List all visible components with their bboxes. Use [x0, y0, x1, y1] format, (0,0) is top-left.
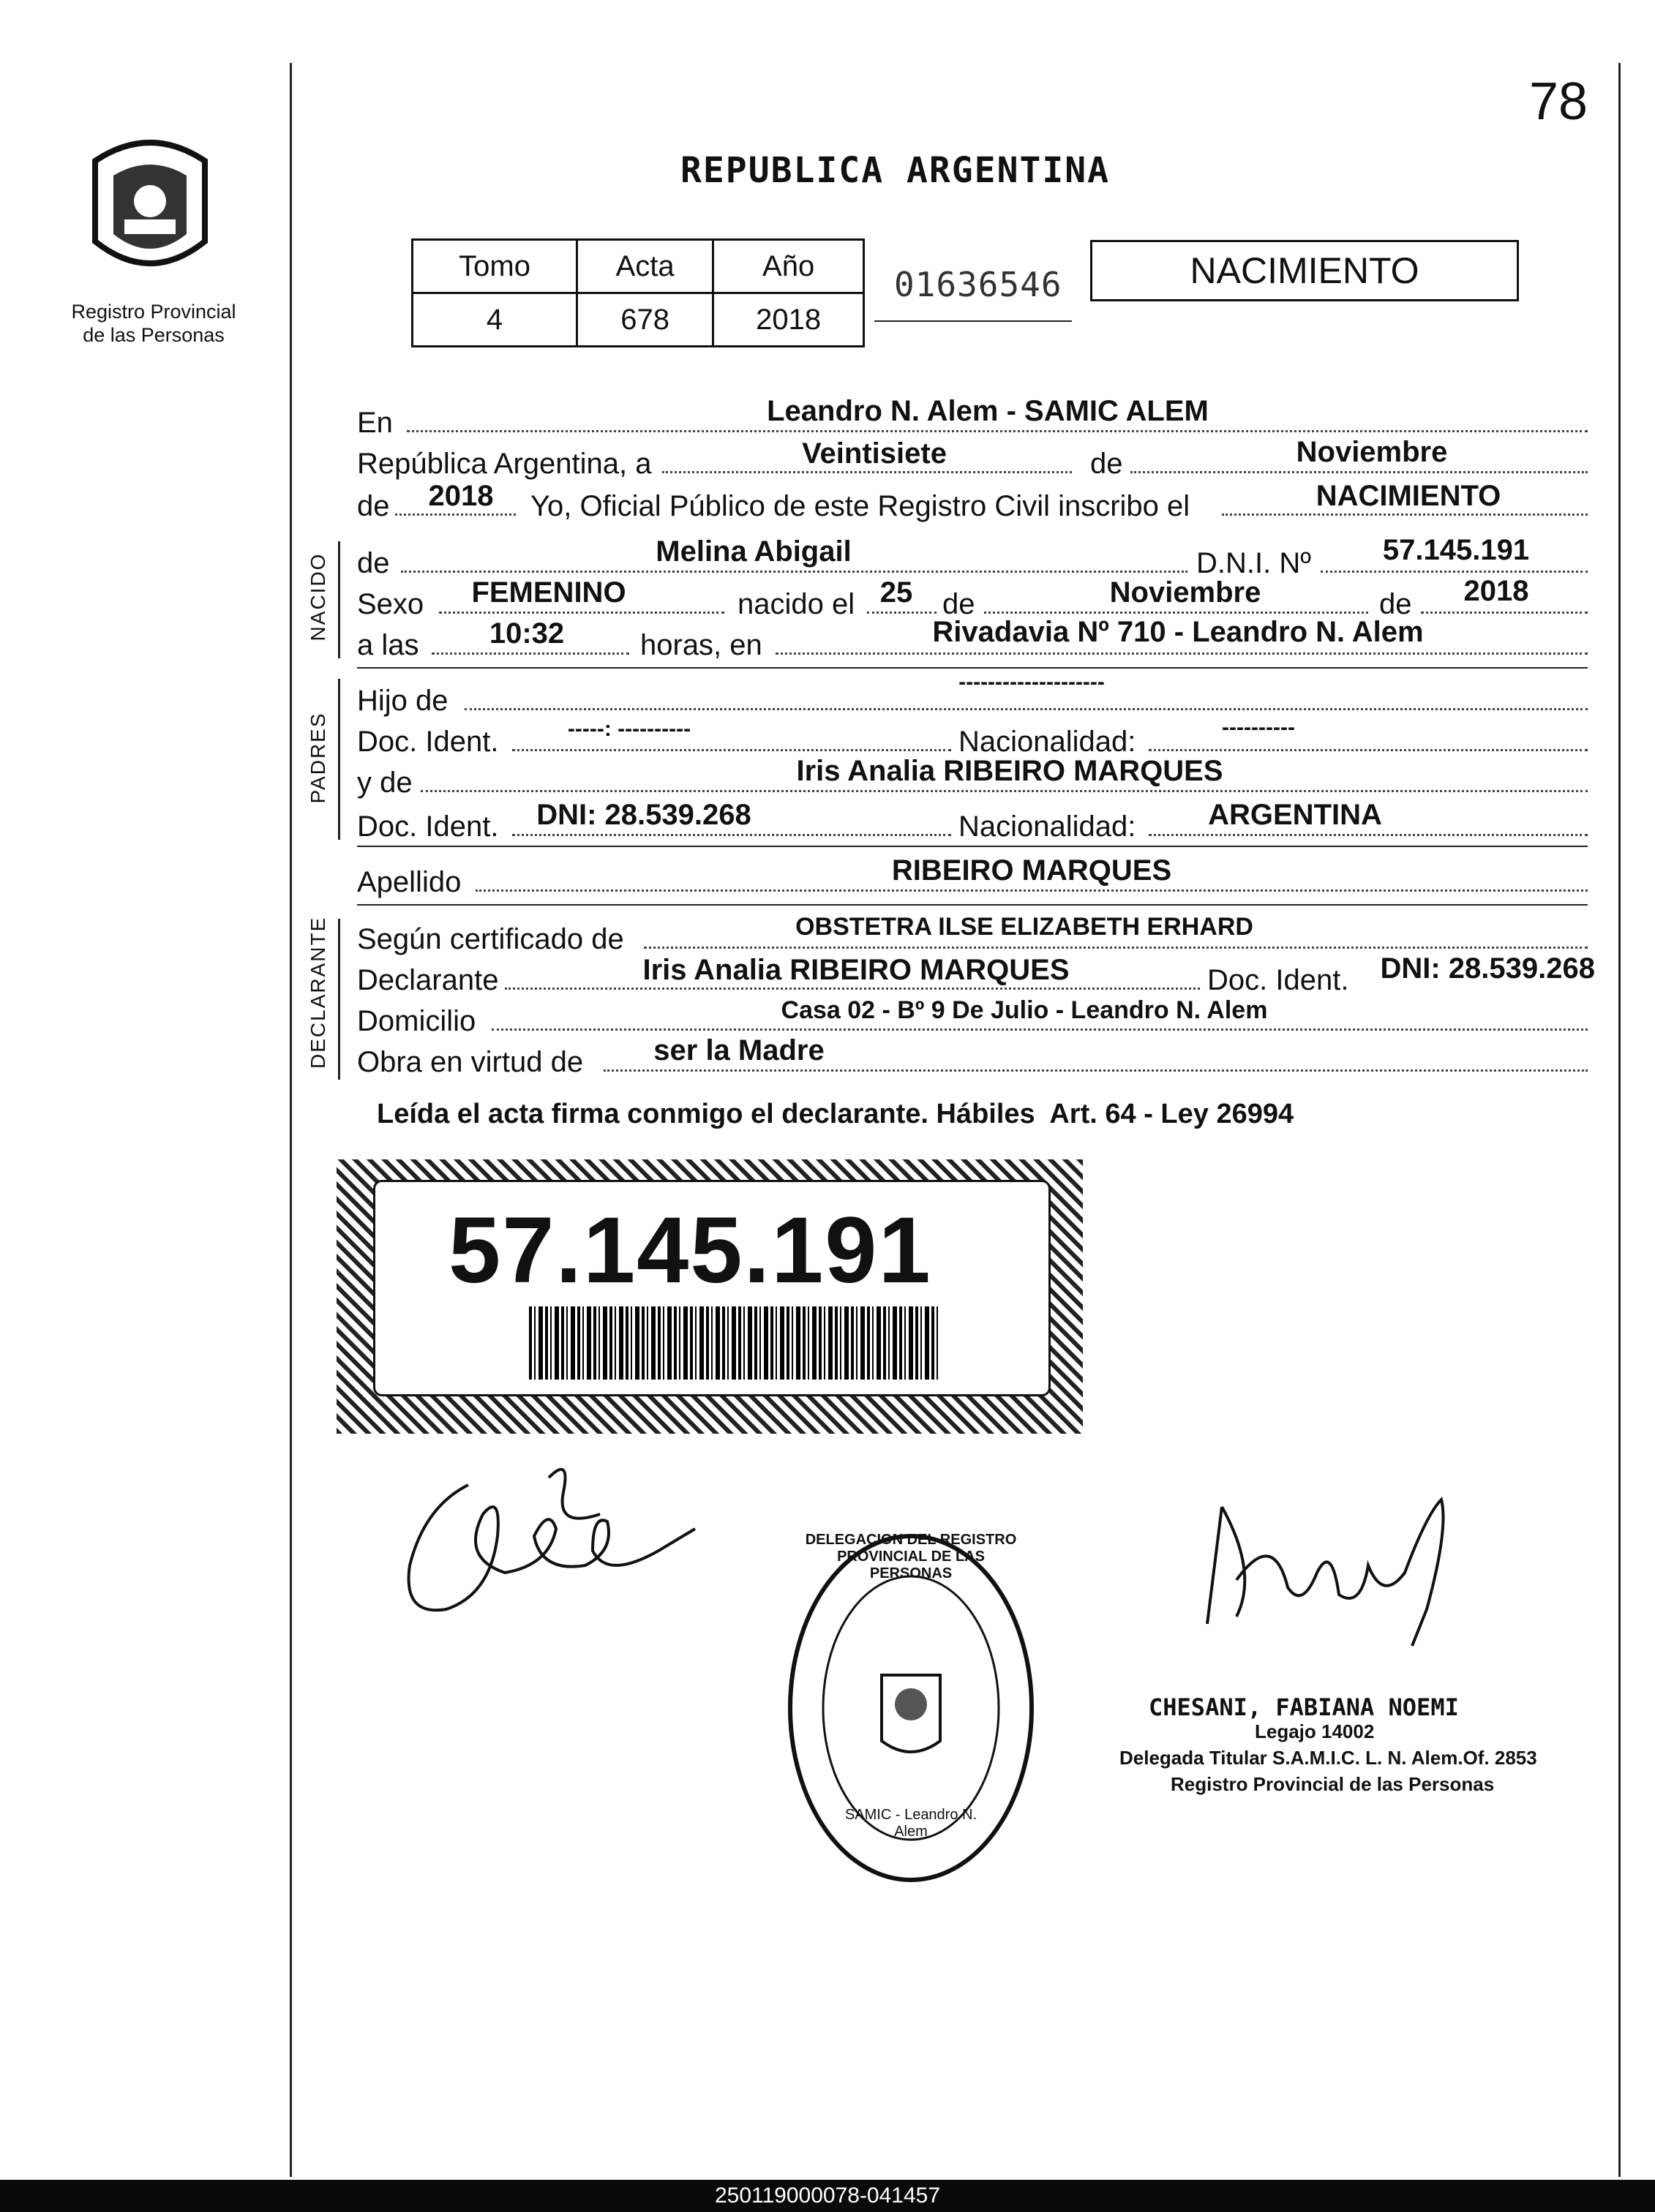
declarant-signature [380, 1448, 702, 1646]
hijo-label: Hijo de [357, 685, 449, 717]
header-acta: Acta [577, 240, 713, 293]
apellido-value: RIBEIRO MARQUES [891, 854, 1172, 887]
father-name: -------------------- [958, 670, 1105, 694]
dotline [1149, 834, 1588, 836]
header-tomo: Tomo [413, 240, 577, 293]
yo-text: Yo, Oficial Público de este Registro Civil inscribo el [530, 490, 1190, 522]
obra-value: ser la Madre [653, 1034, 825, 1066]
dotline [432, 652, 629, 655]
father-doc-label: Doc. Ident. [357, 726, 499, 758]
sexo-value: FEMENINO [471, 576, 626, 609]
barcode [529, 1306, 939, 1380]
declarante-doc-label: Doc. Ident. [1207, 964, 1349, 996]
logo-caption-line2: de las Personas [83, 324, 225, 346]
closing-statement: Leída el acta firma conmigo el declarante. Hábiles Art. 64 - Ley 26994 [377, 1099, 1294, 1129]
value-anio: 2018 [713, 293, 864, 347]
mother-nac-label: Nacionalidad: [958, 810, 1136, 843]
birth-time: 10:32 [489, 617, 565, 650]
yde-label: y de [357, 767, 413, 799]
logo-caption [44, 300, 263, 347]
horas-label: horas, en [640, 629, 762, 661]
official-legajo: Legajo 14002 [1255, 1720, 1375, 1742]
section-label-declarante: DECLARANTE [307, 916, 329, 1069]
dotline [604, 1069, 1588, 1072]
document-type: NACIMIENTO [1190, 250, 1419, 291]
birth-de-label: de [942, 588, 975, 620]
dotline [1421, 612, 1588, 614]
page-title: REPUBLICA ARGENTINA [680, 150, 1111, 191]
dotline [512, 834, 951, 836]
stamp-ring-text: DELEGACION DEL REGISTRO PROVINCIAL DE LAS PERSONAS [805, 1532, 1017, 1581]
birth-year: 2018 [1463, 575, 1529, 607]
dotline [1130, 471, 1588, 473]
birth-day: 25 [879, 576, 913, 609]
official-stamp [783, 1529, 1039, 1887]
dni-barcode-label [337, 1159, 1083, 1434]
domicilio-value: Casa 02 - Bº 9 De Julio - Leandro N. Alem [781, 996, 1268, 1024]
separator [357, 904, 1588, 906]
day-value: Veintisiete [802, 437, 947, 470]
page-number: 78 [1529, 72, 1588, 131]
separator [357, 667, 1588, 669]
mother-name: Iris Analia RIBEIRO MARQUES [796, 755, 1223, 787]
dotline [644, 947, 1588, 949]
right-margin-line [1618, 63, 1621, 2177]
dotline [1321, 571, 1588, 573]
nacido-el-label: nacido el [738, 588, 855, 620]
father-nac: ---------- [1222, 715, 1295, 740]
certificado-label: Según certificado de [357, 923, 624, 955]
dotline [867, 612, 937, 614]
dotline [476, 889, 1588, 892]
mother-doc-label: Doc. Ident. [357, 810, 499, 843]
value-tomo: 4 [413, 293, 577, 347]
section-label-nacido: NACIDO [307, 552, 329, 642]
apellido-label: Apellido [357, 866, 462, 898]
father-nac-label: Nacionalidad: [958, 726, 1136, 758]
dotline [465, 708, 1588, 710]
dotline [395, 514, 516, 516]
dotline [1222, 514, 1588, 516]
child-dni: 57.145.191 [1382, 534, 1530, 566]
separator [357, 846, 1588, 847]
dotline [401, 571, 1187, 573]
dni-large-number: 57.145.191 [449, 1198, 932, 1303]
child-name: Melina Abigail [656, 535, 852, 568]
certificado-value: OBSTETRA ILSE ELIZABETH ERHARD [795, 913, 1253, 941]
nacido-de-label: de [357, 547, 390, 579]
year-value: 2018 [428, 480, 494, 512]
dotline [505, 988, 1200, 990]
dotline [512, 749, 951, 751]
sexo-label: Sexo [357, 588, 424, 620]
dotline [492, 1028, 1588, 1031]
value-acta: 678 [577, 293, 713, 347]
official-role: Delegada Titular S.A.M.I.C. L. N. Alem.Of. 2853 [1119, 1747, 1537, 1769]
month-value: Noviembre [1296, 436, 1448, 468]
republica-label: República Argentina, a [357, 448, 652, 480]
birth-de-label-2: de [1379, 588, 1412, 620]
birth-place: Rivadavia Nº 710 - Leandro N. Alem [932, 616, 1424, 648]
place-value: Leandro N. Alem - SAMIC ALEM [767, 395, 1209, 427]
left-margin-line [290, 63, 292, 2177]
de2-label: de [357, 490, 390, 522]
dotline [984, 612, 1368, 614]
declarante-doc: DNI: 28.539.268 [1380, 952, 1595, 985]
serial-number: 01636546 [894, 265, 1062, 304]
en-label: En [357, 407, 393, 439]
misiones-logo [73, 132, 227, 285]
mother-nac: ARGENTINA [1208, 799, 1382, 831]
official-name: CHESANI, FABIANA NOEMI [1149, 1693, 1459, 1721]
dotline [407, 430, 1588, 432]
obra-label: Obra en virtud de [357, 1046, 584, 1078]
section-label-padres: PADRES [307, 712, 329, 804]
stamp-inner-text: SAMIC - Leandro N. Alem [844, 1807, 977, 1840]
mother-doc: DNI: 28.539.268 [536, 799, 751, 831]
dotline [439, 612, 724, 614]
official-registry: Registro Provincial de las Personas [1171, 1773, 1495, 1795]
section-bar-padres [338, 679, 340, 840]
section-bar-nacido [338, 541, 340, 658]
logo-caption-line1: Registro Provincial [71, 301, 236, 323]
register-table [411, 238, 865, 347]
serial-underline [874, 320, 1072, 322]
official-signature [1193, 1485, 1456, 1653]
declarante-label: Declarante [357, 964, 499, 996]
inscribe-type: NACIMIENTO [1316, 480, 1501, 512]
father-doc: -----: ---------- [567, 717, 691, 741]
de-label: de [1090, 448, 1123, 480]
a-las-label: a las [357, 629, 419, 661]
document-type-box [1090, 240, 1519, 301]
footer-code: 250119000078-041457 [0, 2180, 1655, 2212]
declarante-value: Iris Analia RIBEIRO MARQUES [642, 954, 1070, 986]
dotline [662, 471, 1072, 473]
dni-label: D.N.I. Nº [1196, 547, 1311, 579]
section-bar-declarante [338, 919, 340, 1080]
dni-barcode-panel [373, 1180, 1051, 1396]
birth-month: Noviembre [1109, 576, 1261, 609]
domicilio-label: Domicilio [357, 1005, 476, 1037]
dotline [776, 652, 1588, 655]
header-anio: Año [713, 240, 864, 293]
dotline [1149, 749, 1588, 751]
dotline [421, 790, 1588, 792]
